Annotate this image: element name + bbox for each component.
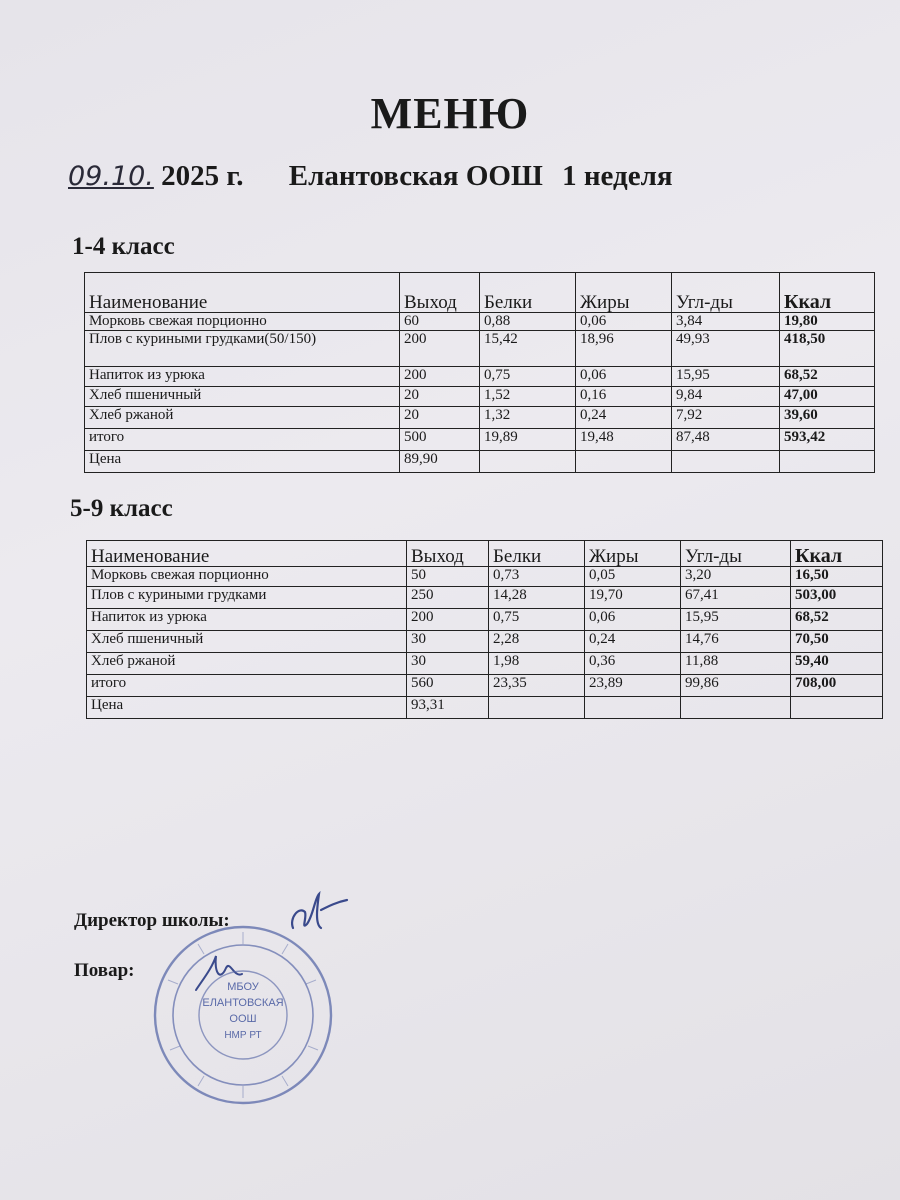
table-cell: 23,35 — [489, 675, 585, 697]
table-body — [87, 541, 883, 719]
column-header: Ккал — [780, 273, 875, 313]
table-cell: Хлеб ржаной — [85, 407, 400, 429]
table-cell: 67,41 — [681, 587, 791, 609]
page-title: МЕНЮ — [370, 89, 530, 138]
table-cell: 60 — [400, 313, 480, 331]
table-cell: 3,20 — [681, 567, 791, 587]
menu-table-5-9 — [86, 540, 883, 719]
table-row — [85, 331, 875, 367]
table-cell: 49,93 — [672, 331, 780, 367]
table-row — [87, 609, 883, 631]
table-cell: 0,16 — [576, 387, 672, 407]
table-cell: итого — [85, 429, 400, 451]
table-cell: 0,06 — [576, 367, 672, 387]
table-cell: 15,42 — [480, 331, 576, 367]
director-label: Директор школы: — [74, 910, 230, 931]
column-header: Ккал — [791, 541, 883, 567]
table-row — [85, 451, 875, 473]
table-cell — [585, 697, 681, 719]
column-header: Белки — [480, 273, 576, 313]
table-cell: 0,06 — [576, 313, 672, 331]
table-row — [87, 567, 883, 587]
column-header: Белки — [489, 541, 585, 567]
table-cell: Цена — [87, 697, 407, 719]
table-cell: 0,73 — [489, 567, 585, 587]
table-cell: 15,95 — [672, 367, 780, 387]
school-name: Елантовская ООШ — [288, 160, 543, 192]
table-cell: 7,92 — [672, 407, 780, 429]
table-cell: 30 — [407, 631, 489, 653]
table-cell: 19,80 — [780, 313, 875, 331]
table-cell — [791, 697, 883, 719]
table-cell: 500 — [400, 429, 480, 451]
column-header: Угл-ды — [681, 541, 791, 567]
table-cell: 20 — [400, 407, 480, 429]
table-cell: 23,89 — [585, 675, 681, 697]
table-cell: 18,96 — [576, 331, 672, 367]
table-cell: 47,00 — [780, 387, 875, 407]
stamp-line-4: НМР РТ — [224, 1030, 262, 1041]
table-cell: 93,31 — [407, 697, 489, 719]
table-body — [85, 273, 875, 473]
table-row — [87, 697, 883, 719]
table-cell: 1,98 — [489, 653, 585, 675]
table-cell: 39,60 — [780, 407, 875, 429]
stamp-line-1: МБОУ — [227, 981, 259, 993]
table-cell: 0,36 — [585, 653, 681, 675]
table-cell — [576, 451, 672, 473]
table-row — [87, 587, 883, 609]
table-cell: 68,52 — [791, 609, 883, 631]
column-header: Угл-ды — [672, 273, 780, 313]
section-label-5-9: 5-9 класс — [70, 495, 173, 522]
table-cell: 14,28 — [489, 587, 585, 609]
table-cell: 14,76 — [681, 631, 791, 653]
table-cell: 503,00 — [791, 587, 883, 609]
table-cell: 0,24 — [576, 407, 672, 429]
table-cell: 15,95 — [681, 609, 791, 631]
menu-table-1-4 — [84, 272, 875, 473]
table-cell: 9,84 — [672, 387, 780, 407]
table-cell: 68,52 — [780, 367, 875, 387]
table-cell: 11,88 — [681, 653, 791, 675]
table-cell — [780, 451, 875, 473]
table-cell: 89,90 — [400, 451, 480, 473]
table-row — [87, 675, 883, 697]
table-cell: 418,50 — [780, 331, 875, 367]
cook-label: Повар: — [74, 960, 135, 981]
table-cell: 200 — [400, 367, 480, 387]
table-cell: Морковь свежая порционно — [85, 313, 400, 331]
table-cell: 200 — [407, 609, 489, 631]
table-cell: 19,89 — [480, 429, 576, 451]
table-cell: 0,75 — [489, 609, 585, 631]
table-cell — [672, 451, 780, 473]
table-cell: 0,05 — [585, 567, 681, 587]
column-header: Жиры — [576, 273, 672, 313]
table-cell: 3,84 — [672, 313, 780, 331]
school-stamp — [148, 920, 338, 1110]
table-row — [85, 407, 875, 429]
table-cell: 708,00 — [791, 675, 883, 697]
table-cell: 19,70 — [585, 587, 681, 609]
table-cell: 0,06 — [585, 609, 681, 631]
table-cell: Морковь свежая порционно — [87, 567, 407, 587]
table-cell: итого — [87, 675, 407, 697]
table-cell: Напиток из урюка — [87, 609, 407, 631]
table-cell: 19,48 — [576, 429, 672, 451]
table-cell: 16,50 — [791, 567, 883, 587]
table-cell: 87,48 — [672, 429, 780, 451]
table-cell — [489, 697, 585, 719]
table-cell: 59,40 — [791, 653, 883, 675]
table-cell: 1,52 — [480, 387, 576, 407]
year: 2025 г. — [161, 160, 244, 192]
table-row — [87, 653, 883, 675]
table-header-row — [87, 541, 883, 567]
table-cell: Плов с куриными грудками — [87, 587, 407, 609]
table-cell: 200 — [400, 331, 480, 367]
table-cell: 99,86 — [681, 675, 791, 697]
table-cell: Хлеб пшеничный — [85, 387, 400, 407]
section-label-1-4: 1-4 класс — [72, 233, 175, 260]
table-cell: 20 — [400, 387, 480, 407]
table-cell: 50 — [407, 567, 489, 587]
column-header: Выход — [407, 541, 489, 567]
table-cell: 1,32 — [480, 407, 576, 429]
table-row — [85, 313, 875, 331]
table-header-row — [85, 273, 875, 313]
table-cell: 2,28 — [489, 631, 585, 653]
table-cell: 560 — [407, 675, 489, 697]
table-cell: Напиток из урюка — [85, 367, 400, 387]
table-cell: Хлеб ржаной — [87, 653, 407, 675]
menu-subtitle — [68, 160, 673, 193]
week-label: 1 неделя — [562, 160, 673, 192]
table-cell: 0,88 — [480, 313, 576, 331]
table-row — [85, 387, 875, 407]
table-row — [87, 631, 883, 653]
table-cell: Плов с куриными грудками(50/150) — [85, 331, 400, 367]
table-cell: 70,50 — [791, 631, 883, 653]
table-cell — [480, 451, 576, 473]
table-cell: 0,75 — [480, 367, 576, 387]
table-cell — [681, 697, 791, 719]
table-cell: 30 — [407, 653, 489, 675]
stamp-line-3: ООШ — [229, 1013, 257, 1025]
table-cell: 593,42 — [780, 429, 875, 451]
handwritten-date: 09.10. — [68, 161, 154, 192]
column-header: Выход — [400, 273, 480, 313]
table-cell: Цена — [85, 451, 400, 473]
column-header: Наименование — [87, 541, 407, 567]
table-row — [85, 429, 875, 451]
table-cell: 250 — [407, 587, 489, 609]
stamp-line-2: ЕЛАНТОВСКАЯ — [202, 997, 284, 1009]
column-header: Жиры — [585, 541, 681, 567]
table-row — [85, 367, 875, 387]
table-cell: Хлеб пшеничный — [87, 631, 407, 653]
column-header: Наименование — [85, 273, 400, 313]
table-cell: 0,24 — [585, 631, 681, 653]
